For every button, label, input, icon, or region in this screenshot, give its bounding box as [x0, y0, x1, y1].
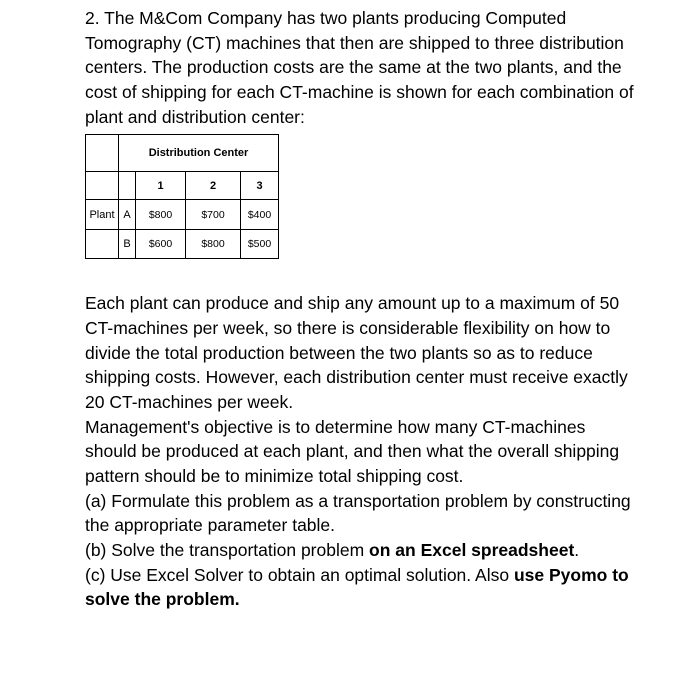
- shipping-cost-table: [85, 134, 279, 259]
- cost-a-3: $400: [241, 200, 279, 230]
- table-corner-cell: [86, 135, 119, 172]
- part-c: [85, 563, 637, 612]
- cost-b-1: $600: [136, 230, 186, 259]
- part-c-text: (c) Use Excel Solver to obtain an optimal solution. Also: [85, 564, 514, 585]
- part-b: [85, 538, 637, 563]
- plant-a-label: A: [119, 200, 136, 230]
- table-empty-cell: [119, 172, 136, 200]
- part-a: [85, 489, 637, 538]
- table-row: [86, 172, 279, 200]
- table-empty-cell: [86, 172, 119, 200]
- part-c-bold-text: use Pyomo to solve the problem.: [85, 564, 629, 610]
- problem-intro: 2. The M&Com Company has two plants producing Computed Tomography (CT) machines that then are shipped to three distribution centers. The production costs are the same at the two plants, and the cost of shipping for each CT-machine is shown for each combination of plant and distribution center:: [85, 8, 634, 127]
- col-header-3: 3: [241, 172, 279, 200]
- table-row: [86, 230, 279, 259]
- cost-b-2: $800: [186, 230, 241, 259]
- table-row: [86, 200, 279, 230]
- cost-b-3: $500: [241, 230, 279, 259]
- plant-b-label: B: [119, 230, 136, 259]
- part-b-bold-text: on an Excel spreadsheet: [369, 540, 575, 561]
- row-group-label: Plant: [86, 200, 119, 230]
- cost-a-1: $800: [136, 200, 186, 230]
- col-header-1: 1: [136, 172, 186, 200]
- spacer: [85, 259, 659, 291]
- problem-body-1: Each plant can produce and ship any amount up to a maximum of 50 CT-machines per week, so there is considerable flexibility on how to divide the total production between the two plants so as to reduce shipping costs. However, each distribution center must receive exactly 20 CT-machines per week.: [85, 293, 628, 413]
- table-row: [86, 135, 279, 172]
- part-b-text: (b) Solve the transportation problem: [85, 540, 370, 561]
- col-header-2: 2: [186, 172, 241, 200]
- part-b-period: .: [574, 540, 580, 561]
- cost-a-2: $700: [186, 200, 241, 230]
- table-empty-cell: [86, 230, 119, 259]
- problem-body-2: Management's objective is to determine how many CT-machines should be produced at each plant, and then what the overall shipping pattern should be to minimize total shipping cost.: [85, 416, 620, 487]
- part-a-text: (a) Formulate this problem as a transportation problem by constructing the appropriate parameter table.: [85, 490, 631, 536]
- distribution-center-header: Distribution Center: [119, 135, 279, 172]
